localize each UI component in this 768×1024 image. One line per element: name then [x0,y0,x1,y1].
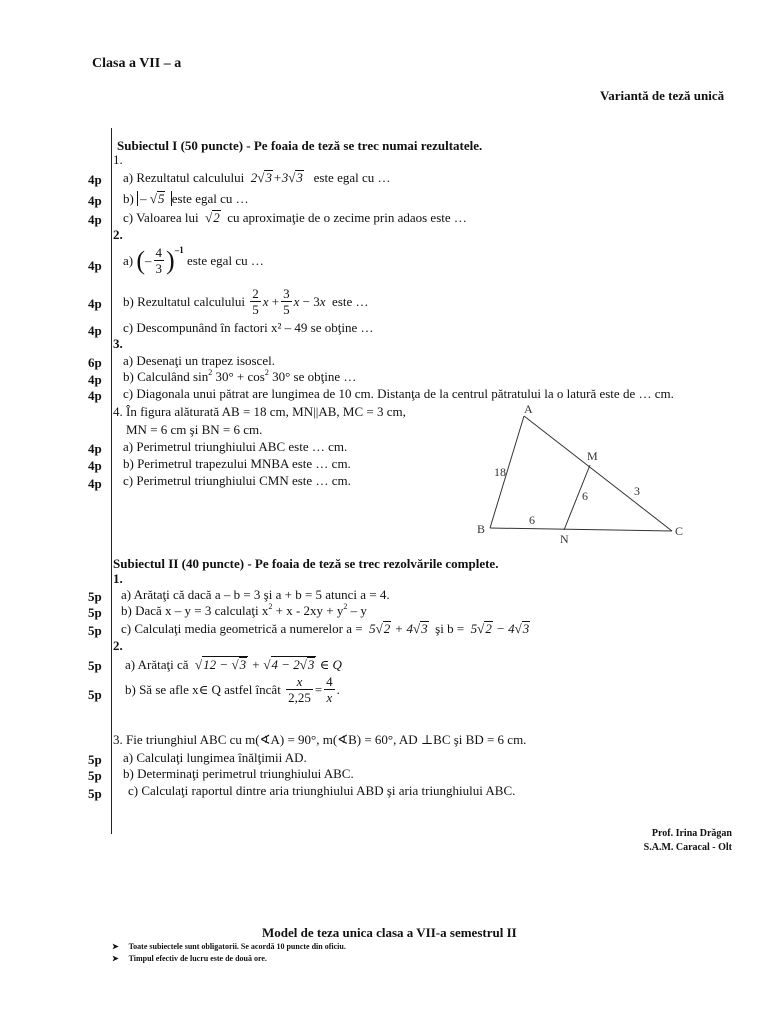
vertex-label-a: A [524,402,533,416]
triangle-figure [472,400,692,545]
s2-1c-text: c) Calculaţi media geometrică a numerelor a = 5√2 + 4√3 şi b = 5√2 − 4√3 [121,621,530,636]
vertex-label-n: N [560,532,569,545]
class-label: Clasa a VII – a [92,56,182,71]
s1-4b-points: 4p [88,458,102,473]
s2-3c-points: 5p [88,786,102,801]
s1-4c-text: c) Perimetrul triunghiului CMN este … cm. [123,473,351,488]
s2-2a-text: a) Arătaţi că √12 − √3 + √4 − 2√3 ∈ Q [125,657,342,672]
subject1-group2-number: 2. [113,227,123,242]
segment-bc [490,528,672,531]
subject2-group2-number: 2. [113,638,123,653]
s1-3a-text: a) Desenaţi un trapez isoscel. [123,353,275,368]
footer-note-2: ➤ Timpul efectiv de lucru este de două ore. [112,954,267,963]
s1-3b-text: b) Calculând $\sin^2 30^\circ + \cos^2 30^\circ$ se obţine … [123,368,357,384]
expr-a-value: 5√2 + 4√3 [369,621,428,636]
s2-2a-points: 5p [88,658,102,673]
s2-1a-points: 5p [88,589,102,604]
s2-3b-text: b) Determinaţi perimetrul triunghiului ABC. [123,766,354,781]
subject2-title: Subiectul II (40 puncte) - Pe foaia de teză se trec rezolvările complete. [113,556,499,571]
author-name: Prof. Irina Drăgan [651,828,732,839]
s1-2a-points: 4p [88,258,102,273]
s2-3-line: 3. Fie triunghiul ABC cu m(∢A) = 90°, m(∢B) = 60°, AD ⊥BC şi BD = 6 cm. [113,732,527,747]
expr-neg-4-over-3-pow-minus1: ( – $\frac{4}{3}$ ) –1 [136,245,184,276]
subject1-title: Subiectul I (50 puncte) - Pe foaia de teză se trec numai rezultatele. [117,138,483,153]
s1-3c-points: 4p [88,388,102,403]
s1-2b-text: b) Rezultatul calculului $\frac{2}{5}$ x + $\frac{3}{5}$ x − 3 x este … [123,286,369,317]
s2-3a-points: 5p [88,752,102,767]
s1-4c-points: 4p [88,476,102,491]
author-school: S.A.M. Caracal - Olt [643,842,732,853]
expr-2sqrt3-plus-3sqrt3: 2√3+3√3 [250,170,303,185]
s1-3b-points: 4p [88,372,102,387]
s1-4a-points: 4p [88,441,102,456]
s1-4b-text: b) Perimetrul trapezului MNBA este … cm. [123,456,351,471]
margin-rule [111,128,112,834]
s1-1a-text: a) Rezultatul calculului 2√3+3√3 este egal cu … [123,170,391,185]
s1-2c-points: 4p [88,323,102,338]
s1-2a-text: a) ( – $\frac{4}{3}$ ) –1 este egal cu … [123,245,264,276]
expr-sum-of-roots: √12 − √3 + √4 − 2√3 ∈ Q [195,657,342,672]
expr-b-value: 5√2 − 4√3 [470,621,530,636]
s2-3a-text: a) Calculaţi lungimea înălţimii AD. [123,750,307,765]
s1-1a-points: 4p [88,172,102,187]
vertex-label-b: B [477,522,486,536]
s1-4-line1: 4. În figura alăturată AB = 18 cm, MN||AB, MC = 3 cm, [113,404,406,419]
length-label-mn: 6 [582,489,588,503]
footer-note-1: ➤ Toate subiectele sunt obligatorii. Se acordă 10 puncte din oficiu. [112,942,346,951]
expr-2-5x-plus-3-5x-minus-3x: $\frac{2}{5}$ x + $\frac{3}{5}$ x − 3 x [252,286,326,317]
expr-proportion: $\frac{x}{2,25}$ = $\frac{4}{x}$ . [288,674,340,705]
segment-ac [524,416,672,531]
s2-3b-points: 5p [88,768,102,783]
length-label-bn: 6 [529,513,535,527]
s2-1b-text: b) Dacă x – y = 3 calculaţi $x^2 + x - 2xy + y^2 - y$ [121,602,367,618]
s2-2b-text: b) Să se afle x∈ Q astfel încât $\frac{x}{2,25}$ = $\frac{4}{x}$ . [125,674,340,705]
s1-3c-text: c) Diagonala unui pătrat are lungimea de 10 cm. Distanţa de la centrul pătratului la o latură este de … cm. [123,386,674,401]
footer-title: Model de teza unica clasa a VII-a semestrul II [262,925,517,940]
expr-abs-neg-sqrt5: – √5 [137,191,172,206]
s1-4-line2: MN = 6 cm şi BN = 6 cm. [126,422,263,437]
bullet-arrow-icon: ➤ [112,954,119,963]
expr-sqrt2: √2 [205,210,220,225]
length-label-mc: 3 [634,484,640,498]
bullet-arrow-icon: ➤ [112,942,119,951]
s1-1b-points: 4p [88,193,102,208]
subject1-group1-number: 1. [113,152,123,167]
s1-2b-points: 4p [88,296,102,311]
s1-1c-points: 4p [88,212,102,227]
s1-2c-text: c) Descompunând în factori x² – 49 se obţine … [123,320,374,335]
s2-3c-text: c) Calculaţi raportul dintre aria triunghiului ABD şi aria triunghiului ABC. [128,783,516,798]
s2-2b-points: 5p [88,687,102,702]
s1-1b-text: b) – √5 este egal cu … [123,191,249,206]
vertex-label-c: C [675,524,684,538]
s1-1c-text: c) Valoarea lui √2 cu aproximaţie de o zecime prin adaos este … [123,210,467,225]
s1-3a-points: 6p [88,355,102,370]
subject2-group1-number: 1. [113,571,123,586]
s2-1a-text: a) Arătaţi că dacă a – b = 3 şi a + b = 5 atunci a = 4. [121,587,390,602]
s2-1b-points: 5p [88,605,102,620]
s2-1c-points: 5p [88,623,102,638]
variant-label: Variantă de teză unică [600,88,725,103]
s1-4a-text: a) Perimetrul triunghiului ABC este … cm. [123,439,348,454]
length-label-ab: 18 [494,465,506,479]
vertex-label-m: M [587,449,598,463]
subject1-group3-number: 3. [113,336,123,351]
